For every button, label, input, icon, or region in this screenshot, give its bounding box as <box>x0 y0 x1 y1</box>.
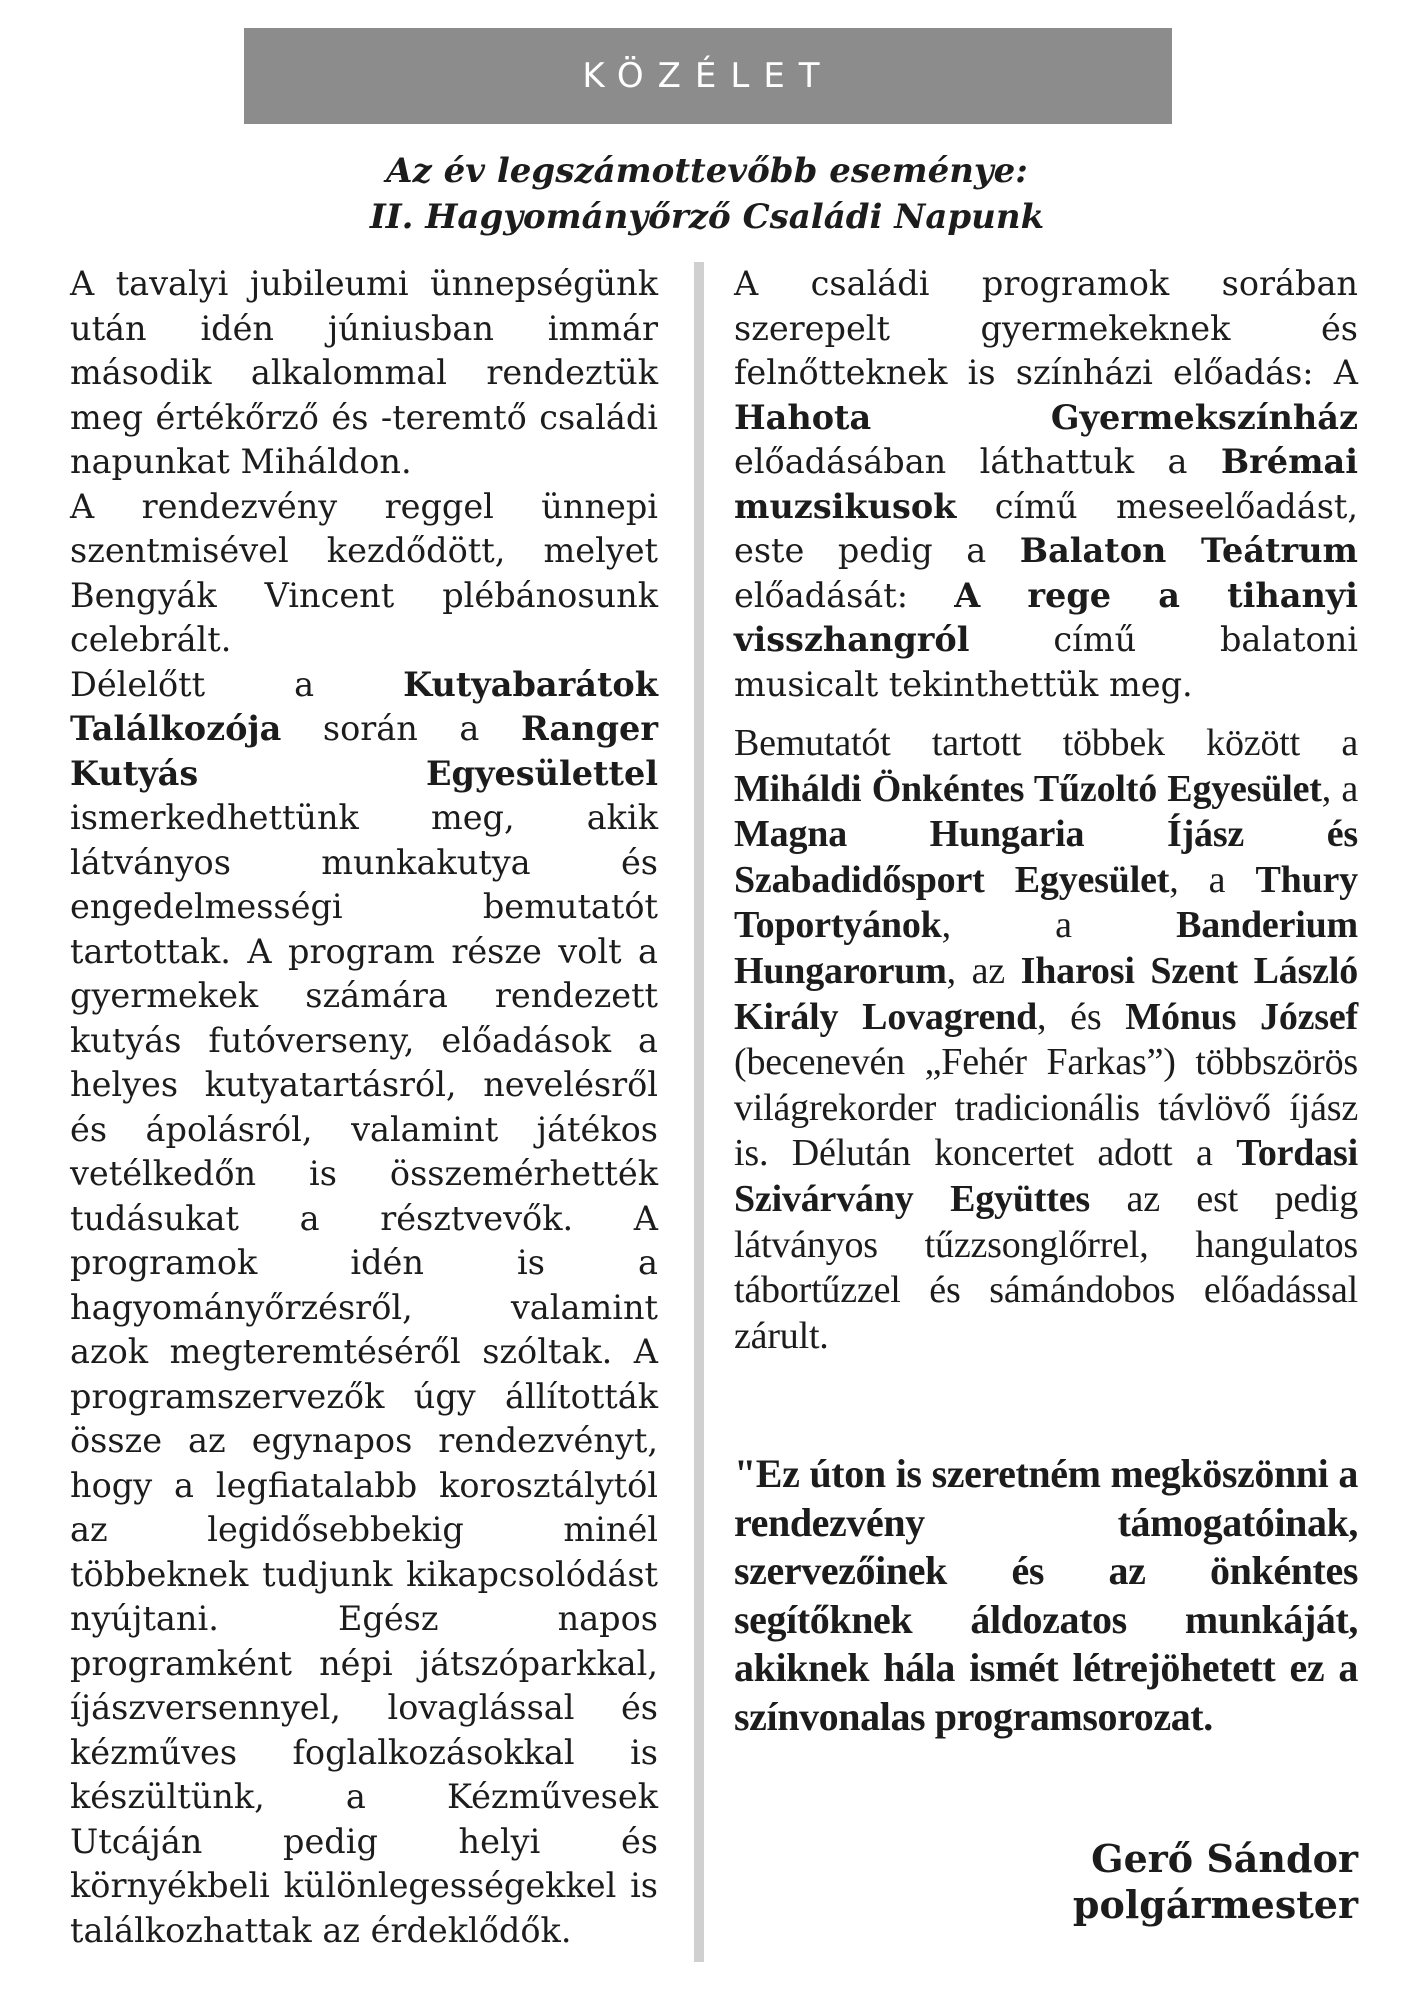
signature <box>900 1836 1358 1928</box>
right-column <box>734 262 1358 1359</box>
signature-name: Gerő Sándor <box>1091 1836 1358 1881</box>
section-header <box>244 28 1172 124</box>
text: , a <box>1169 858 1256 901</box>
text: című meseelőadást, este pedig a <box>734 486 1358 570</box>
paragraph-theatre <box>734 262 1358 707</box>
left-column <box>70 262 658 1953</box>
event-name: Kutyabarátok Találkozója <box>70 664 658 748</box>
headline-line-2: II. Hagyományőrző Családi Napunk <box>369 197 1045 237</box>
text: , a <box>941 904 1177 947</box>
text: , az <box>946 949 1021 992</box>
text: Bemutatót tartott többek között a <box>734 722 1358 764</box>
paragraph-intro: A tavalyi jubileumi ünnepségünk után idén júniusban immár második alkalommal rendeztük meg értékőrző és -teremtő családi napunkat Miháldon. <box>70 264 658 481</box>
organization-name: Iharosi Szent László Király Lovagrend <box>734 949 1358 1038</box>
paragraph-mass: A rendezvény reggel ünnepi szentmisével kezdődött, melyet Bengyák Vincent plébánosunk celebrált. <box>70 486 658 659</box>
organization-name: Banderium Hungarorum <box>734 904 1358 992</box>
organization-name: Ranger Kutyás Egyesülettel <box>70 709 658 793</box>
text: (becenevén „Fehér Farkas”) többszörös világrekorder tradicionális távlövő íjász is. Délután koncertet adott a <box>734 1041 1358 1175</box>
organization-name: Miháldi Önkéntes Tűzoltó Egyesület <box>734 767 1322 810</box>
person-name: Mónus József <box>1125 995 1359 1038</box>
headline-line-1: Az év legszámottevőbb eseménye: <box>386 151 1028 191</box>
article-headline <box>200 148 1214 240</box>
paragraph-performers <box>734 721 1358 1359</box>
text: során a <box>281 709 521 748</box>
column-divider <box>694 262 704 1962</box>
text: ismerkedhettünk meg, akik látványos munkakutya és engedelmességi bemutatót tartottak. A program része volt a gyermekek számára rendezett kutyás futóverseny, előadások a helyes kutyatartásról, nevelésről és ápolásról, valamint játékos vetélkedőn is összemérhették tudásukat a résztvevők. A programok idén is a hagyományőrzésről, valamint azok megteremtéséről szóltak. A programszervezők úgy állították össze az egynapos rendezvényt, hogy a legfiatalabb korosztálytól az legidősebbekig minél többeknek tudjunk kikapcsolódást nyújtani. Egész napos programként népi játszóparkkal, íjászversennyel, lovaglással és kézműves foglalkozásokkal is készültünk, a Kézművesek Utcáján pedig helyi és környékbeli különlegességekkel is találkozhattak az érdeklődők. <box>70 798 658 1950</box>
theatre-name: Hahota Gyermekszínház <box>734 397 1358 437</box>
theatre-name: Balaton Teátrum <box>1019 531 1358 570</box>
text: az est pedig látványos tűzzsonglőrrel, hangulatos tábortűzzel és sámándobos előadással zárult. <box>734 1177 1358 1357</box>
text: előadását: <box>734 575 955 615</box>
organization-name: Magna Hungaria Íjász és Szabadidősport Egyesület <box>734 813 1358 901</box>
organization-name: Thury Toportyánok <box>734 858 1358 947</box>
signature-title: polgármester <box>1072 1882 1358 1927</box>
text: előadásában láthattuk a <box>734 442 1221 481</box>
text: , a <box>1321 767 1358 810</box>
show-title: Brémai muzsikusok <box>734 442 1358 526</box>
mayor-quote: "Ez úton is szeretném megköszönni a rendezvény támogatóinak, szervezőinek és az önkéntes segítőknek áldozatos munkáját, akiknek hála ismét létrejöhetett ez a színvonalas programsorozat. <box>734 1451 1358 1739</box>
text: című balatoni musicalt tekinthettük meg. <box>734 620 1358 704</box>
paragraph-dog-meetup <box>70 663 658 1954</box>
text: , és <box>1037 995 1126 1038</box>
text: Délelőtt a <box>70 664 404 704</box>
text: A családi programok sorában szerepelt gyermekeknek és felnőtteknek is színházi előadás: A <box>734 264 1358 392</box>
section-label: KÖZÉLET <box>582 56 834 96</box>
show-title: A rege a tihanyi visszhangról <box>734 575 1358 659</box>
band-name: Tordasi Szivárvány Együttes <box>734 1132 1358 1220</box>
